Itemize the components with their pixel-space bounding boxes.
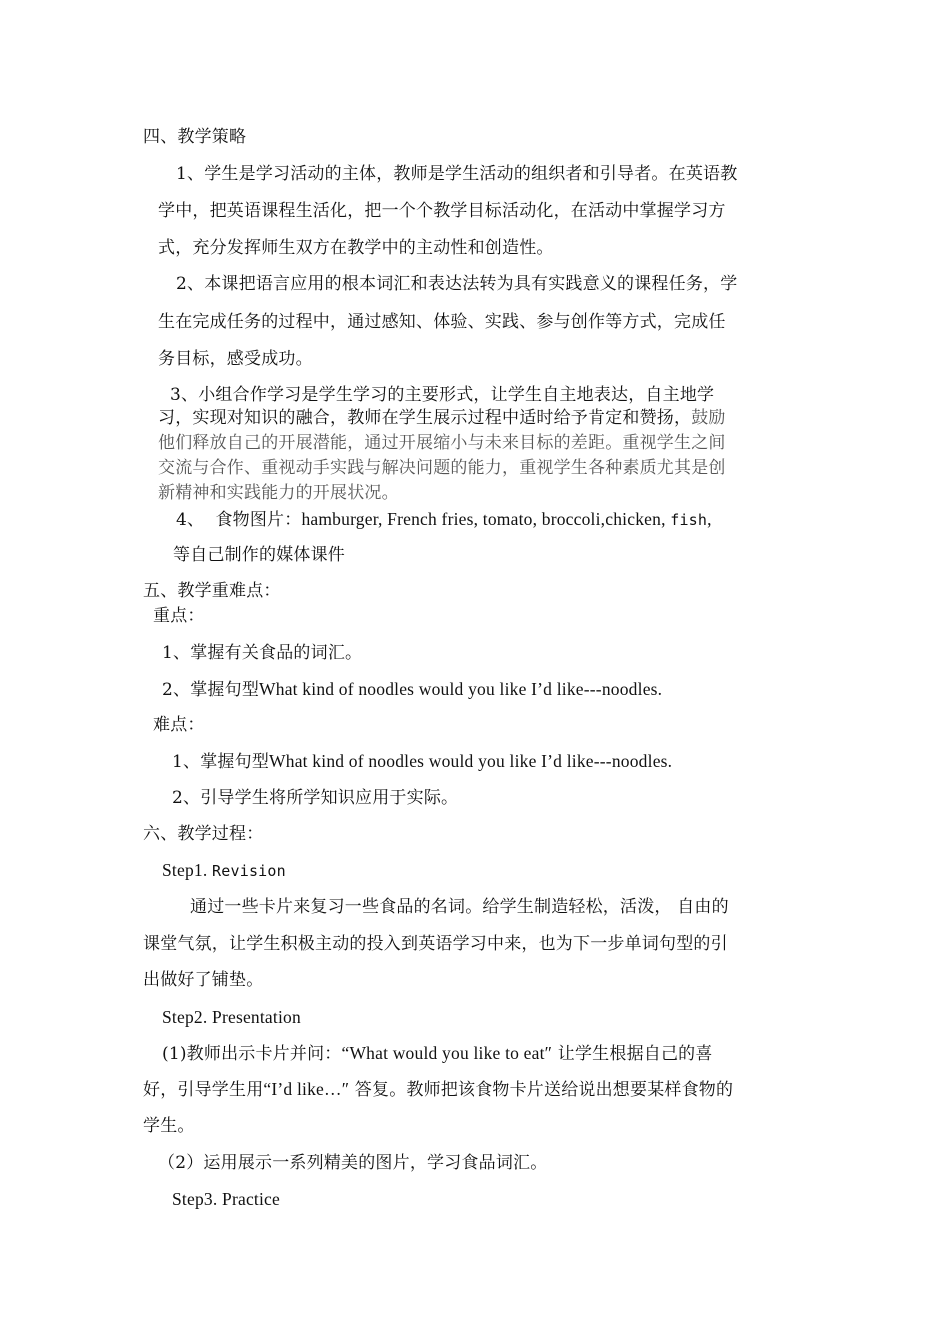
strategy-4-number: 4、 (176, 510, 205, 530)
strategy-3-line-1: 3、小组合作学习是学生学习的主要形式，让学生自主地表达，自主地学 (170, 385, 715, 405)
step-2-item-1-a: (1)教师出示卡片并问： (162, 1044, 342, 1064)
step-1-line-3: 出做好了铺垫。 (143, 970, 264, 990)
strategy-4-comma: , (707, 509, 712, 529)
step-1-line-1: 通过一些卡片来复习一些食品的名词。给学生制造轻松，活泼， 自由的 (190, 897, 729, 917)
step-1-label: Step1. (162, 860, 213, 880)
step-1-line-2: 课堂气氛，让学生积极主动的投入到英语学习中来，也为下一步单词句型的引 (143, 934, 728, 954)
key-point-2 (162, 677, 662, 702)
strategy-1-line-2: 学中，把英语课程生活化，把一个个教学目标活动化，在活动中掌握学习方 (158, 201, 726, 221)
step-2-item-1-l2a: 好，引导学生用 (143, 1080, 264, 1100)
strategy-1-line-1: 1、学生是学习活动的主体，教师是学生活动的组织者和引导者。在英语教 (176, 164, 738, 184)
difficulty-label: 难点： (153, 715, 205, 735)
step-2-item-1-l2q: “I’d like…″ (263, 1079, 350, 1099)
strategy-4-fish: fish (670, 511, 708, 529)
strategy-3-line-3: 他们释放自己的开展潜能，通过开展缩小与未来目标的差距。重视学生之间 (158, 433, 726, 453)
strategy-4-line-2: 等自己制作的媒体课件 (173, 545, 345, 565)
step-2-item-2: （2）运用展示一系列精美的图片，学习食品词汇。 (158, 1153, 548, 1173)
strategy-4-line-1 (176, 507, 712, 532)
difficulty-1-cn: 1、掌握句型 (172, 752, 270, 772)
difficulty-1 (172, 749, 672, 774)
step-2-item-1-line-2 (143, 1077, 733, 1102)
difficulty-1-en: What kind of noodles would you like I’d like---noodles. (269, 751, 673, 771)
strategy-3-line-2-tail: 鼓励 (691, 408, 726, 428)
key-point-2-cn: 2、掌握句型 (162, 680, 260, 700)
strategy-2-line-1: 2、本课把语言应用的根本词汇和表达法转为具有实践意义的课程任务，学 (176, 274, 738, 294)
step-2-item-1-question: “What would you like to eat″ (341, 1043, 553, 1063)
step-2-item-1-line-1 (162, 1041, 713, 1066)
step-2-item-1-line-3: 学生。 (143, 1116, 195, 1136)
strategy-4-food-list: hamburger, French fries, tomato, broccoli,chicken, (301, 509, 671, 529)
strategy-3-line-2-text: 习，实现对知识的融合，教师在学生展示过程中适时给予肯定和赞扬， (158, 408, 692, 428)
key-point-1: 1、掌握有关食品的词汇。 (162, 643, 363, 663)
key-points-label: 重点： (153, 606, 205, 626)
strategy-3-line-4: 交流与合作、重视动手实践与解决问题的能力，重视学生各种素质尤其是创 (158, 458, 726, 478)
strategy-2-line-2: 生在完成任务的过程中，通过感知、体验、实践、参与创作等方式，完成任 (158, 312, 726, 332)
key-point-2-en: What kind of noodles would you like I’d like---noodles. (259, 679, 663, 699)
strategy-1-line-3: 式，充分发挥师生双方在教学中的主动性和创造性。 (158, 238, 554, 258)
step-1-word: Revision (212, 862, 286, 880)
step-1-title (162, 858, 286, 883)
section-6-heading: 六、教学过程： (143, 824, 264, 844)
strategy-4-label: 食物图片： (215, 510, 302, 530)
strategy-3-line-5: 新精神和实践能力的开展状况。 (158, 483, 399, 503)
difficulty-2: 2、引导学生将所学知识应用于实际。 (172, 788, 459, 808)
step-2-title: Step2. Presentation (162, 1007, 301, 1027)
step-2-item-1-b: 让学生根据自己的喜 (552, 1044, 713, 1064)
step-2-item-1-l2b: 答复。教师把该食物卡片送给说出想要某样食物的 (349, 1080, 734, 1100)
strategy-3-line-2 (158, 407, 726, 429)
step-3-title: Step3. Practice (172, 1189, 280, 1209)
section-4-heading: 四、教学策略 (143, 127, 247, 147)
section-5-heading: 五、教学重难点： (143, 581, 281, 601)
strategy-2-line-3: 务目标，感受成功。 (158, 349, 313, 369)
